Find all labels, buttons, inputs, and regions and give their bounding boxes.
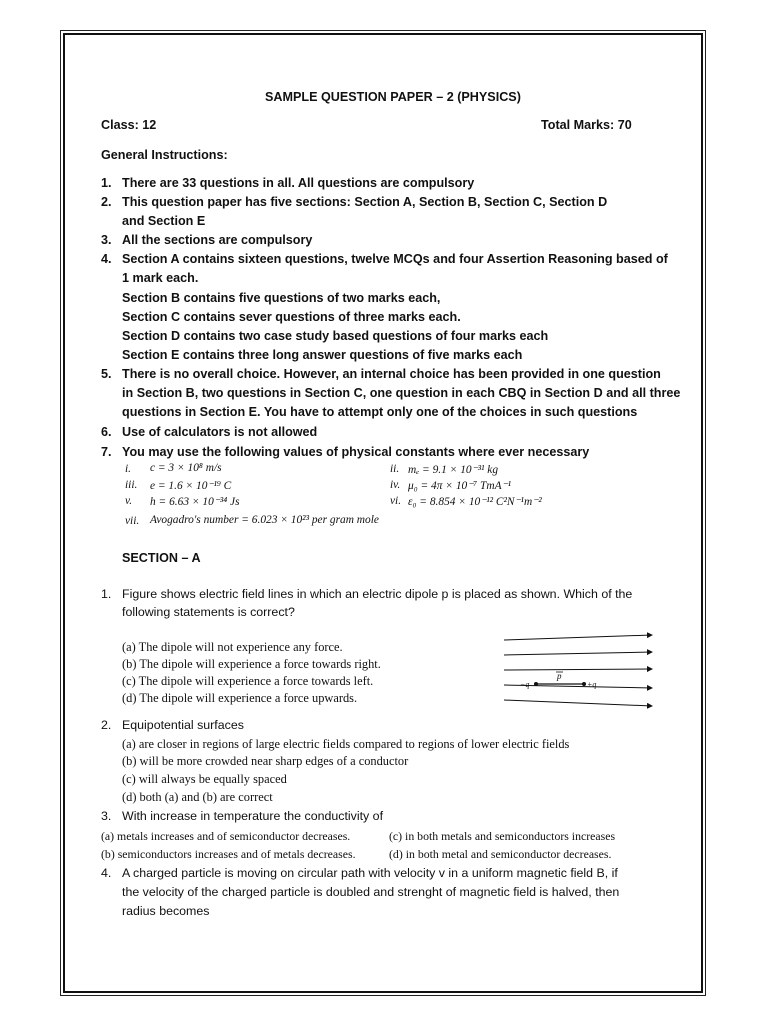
- instruction-text: 1 mark each.: [122, 271, 199, 285]
- instruction-text: Section E contains three long answer questions of five marks each: [122, 348, 523, 362]
- instruction-text: All the sections are compulsory: [122, 233, 313, 247]
- label-negative-q: −q: [520, 680, 530, 689]
- label-positive-q: +q: [587, 680, 597, 689]
- field-line: [504, 700, 652, 706]
- option-d: (d) The dipole will experience a force upwards.: [122, 691, 358, 705]
- field-line: [504, 635, 652, 640]
- constant-value: mₑ = 9.1 × 10⁻³¹ kg: [408, 464, 499, 476]
- question-text: Figure shows electric field lines in which an electric dipole p is placed as shown. Which of the: [122, 587, 633, 601]
- question-text: With increase in temperature the conductivity of: [122, 809, 384, 823]
- constant-value: Avogadro's number = 6.023 × 10²³ per gram mole: [150, 514, 379, 526]
- question-number: 4.: [101, 866, 112, 880]
- field-line: [504, 652, 652, 655]
- option-a: (a) metals increases and of semiconductor decreases.: [101, 829, 351, 843]
- field-line: [504, 669, 652, 670]
- question-text: Equipotential surfaces: [122, 718, 244, 732]
- instruction-text: Section C contains sever questions of three marks each.: [122, 310, 461, 324]
- constant-label: iii.: [125, 479, 138, 491]
- instruction-number: 2.: [101, 195, 112, 209]
- option-b: (b) semiconductors increases and of metals decreases.: [101, 847, 356, 861]
- question-number: 3.: [101, 809, 112, 823]
- instruction-text: Use of calculators is not allowed: [122, 425, 318, 439]
- positive-charge: [582, 682, 586, 686]
- constant-value: e = 1.6 × 10⁻¹⁹ C: [150, 480, 232, 492]
- option-d: (d) in both metal and semiconductor decreases.: [389, 847, 612, 861]
- negative-charge: [534, 682, 538, 686]
- option-b: (b) will be more crowded near sharp edges of a conductor: [122, 754, 409, 768]
- instruction-text: There are 33 questions in all. All questions are compulsory: [122, 176, 475, 190]
- instruction-number: 1.: [101, 176, 112, 190]
- general-instructions-heading: General Instructions:: [101, 148, 228, 162]
- option-a: (a) are closer in regions of large electric fields compared to regions of lower electric fields: [122, 737, 570, 751]
- label-dipole-p: p: [557, 671, 562, 681]
- constant-label: ii.: [390, 463, 400, 475]
- instruction-text: Section D contains two case study based questions of four marks each: [122, 329, 549, 343]
- constant-label: iv.: [390, 479, 401, 491]
- constant-value: ε₀ = 8.854 × 10⁻¹² C²N⁻¹m⁻²: [408, 496, 542, 508]
- instruction-text: This question paper has five sections: Section A, Section B, Section C, Section D: [122, 195, 608, 209]
- option-c: (c) The dipole will experience a force towards left.: [122, 674, 374, 688]
- instruction-number: 7.: [101, 445, 112, 459]
- option-c: (c) will always be equally spaced: [122, 772, 287, 786]
- option-d: (d) both (a) and (b) are correct: [122, 790, 273, 804]
- instruction-text: You may use the following values of physical constants where ever necessary: [122, 445, 590, 459]
- instruction-number: 3.: [101, 233, 112, 247]
- constant-value: c = 3 × 10⁸ m/s: [150, 462, 222, 474]
- question-number: 2.: [101, 718, 112, 732]
- instruction-number: 5.: [101, 367, 112, 381]
- constant-value: μ₀ = 4π × 10⁻⁷ TmA⁻¹: [408, 480, 511, 492]
- constant-label: i.: [125, 463, 132, 475]
- class-label: Class: 12: [101, 118, 157, 132]
- instruction-text: Section A contains sixteen questions, twelve MCQs and four Assertion Reasoning based of: [122, 252, 668, 266]
- constant-label: v.: [125, 495, 133, 507]
- paper-title: SAMPLE QUESTION PAPER – 2 (PHYSICS): [265, 90, 521, 104]
- instruction-text: There is no overall choice. However, an internal choice has been provided in one question: [122, 367, 661, 381]
- section-heading: SECTION – A: [122, 551, 201, 565]
- question-text: the velocity of the charged particle is doubled and strenght of magnetic field is halved, then: [122, 885, 620, 899]
- constant-label: vi.: [390, 495, 402, 507]
- instruction-text: Section B contains five questions of two marks each,: [122, 291, 441, 305]
- instruction-number: 6.: [101, 425, 112, 439]
- instruction-text: and Section E: [122, 214, 206, 228]
- question-number: 1.: [101, 587, 112, 601]
- option-c: (c) in both metals and semiconductors increases: [389, 829, 616, 843]
- field-lines-figure: [500, 625, 660, 715]
- question-text: A charged particle is moving on circular path with velocity v in a uniform magnetic field B, if: [122, 866, 618, 880]
- instruction-text: questions in Section E. You have to attempt only one of the choices in such questions: [122, 405, 638, 419]
- question-text: radius becomes: [122, 904, 210, 918]
- instruction-text: in Section B, two questions in Section C, one question in each CBQ in Section D and all three: [122, 386, 681, 400]
- constant-value: h = 6.63 × 10⁻³⁴ Js: [150, 496, 240, 508]
- option-a: (a) The dipole will not experience any force.: [122, 640, 343, 654]
- instruction-number: 4.: [101, 252, 112, 266]
- option-b: (b) The dipole will experience a force towards right.: [122, 657, 381, 671]
- question-text: following statements is correct?: [122, 605, 295, 619]
- total-marks: Total Marks: 70: [541, 118, 632, 132]
- constant-label: vii.: [125, 515, 140, 527]
